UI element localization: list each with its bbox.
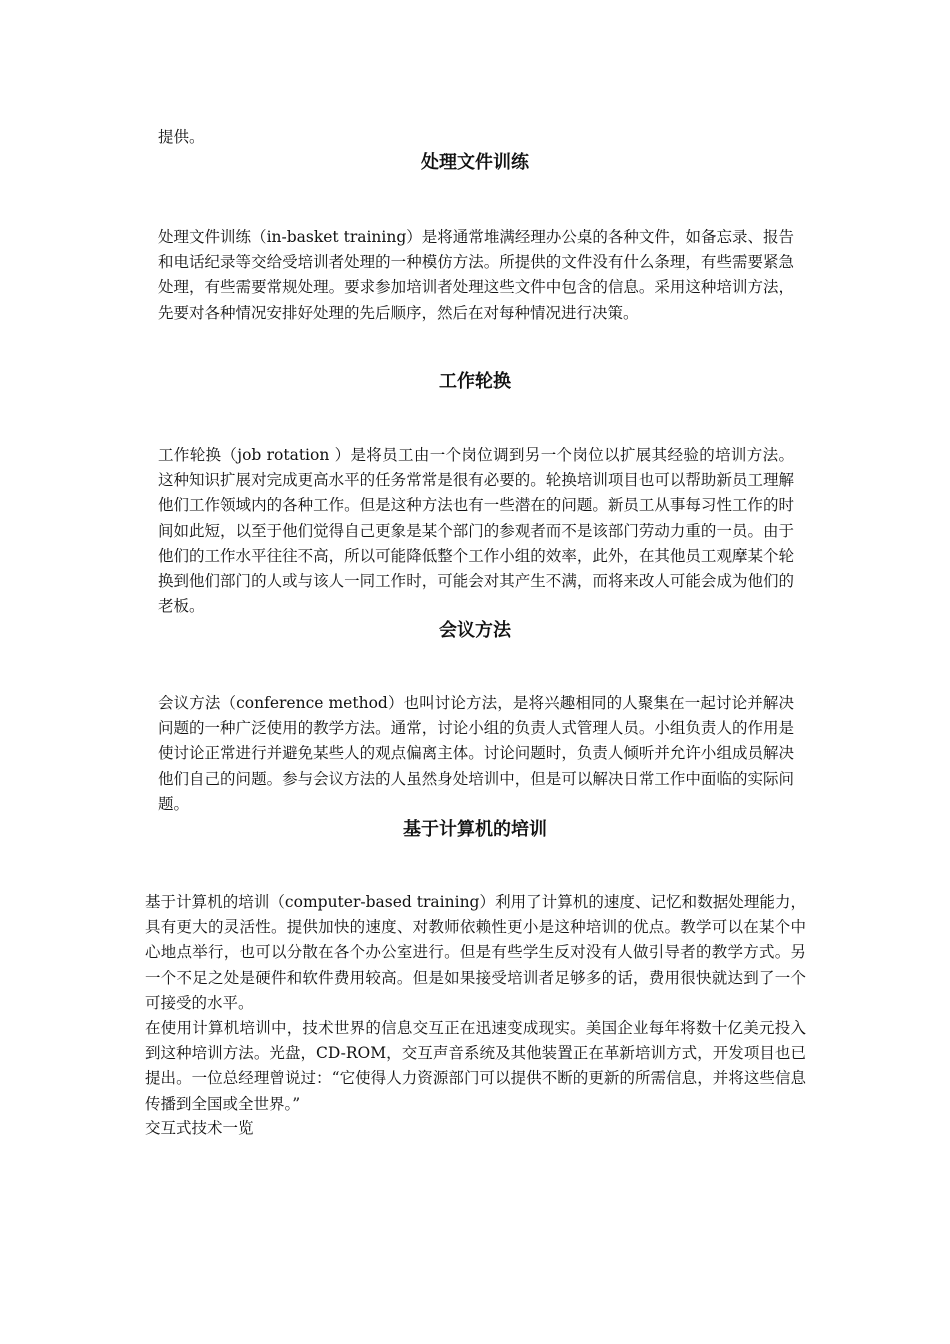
section-paragraph-conference-method: 会议方法（conference method）也叫讨论方法，是将兴趣相同的人聚集在一起讨论并解决问题的一种广泛使用的教学方法。通常，讨论小组的负责人式管理人员。小组负责人的作用是使讨论正常进行并避免某些人的观点偏离主体。讨论问题时，负责人倾听并允许小组成员解决他们自己的问题。参与会议方法的人虽然身处培训中，但是可以解决日常工作中面临的实际问题。 — [158, 694, 794, 813]
extra-paragraph-interactive-technology: 在使用计算机培训中，技术世界的信息交互正在迅速变成现实。美国企业每年将数十亿美元投入到这种培训方法。光盘，CD-ROM，交互声音系统及其他装置正在革新培训方式，开发项目也已提出。一位总经理曾说过：“它使得人力资源部门可以提供不断的更新的所需信息，并将这些信息传播到全国或全世界。” — [145, 1019, 806, 1113]
section-paragraph-in-basket-training: 处理文件训练（in-basket training）是将通常堆满经理办公桌的各种文件，如备忘录、报告和电话纪录等交给受培训者处理的一种模仿方法。所提供的文件没有什么条理，有些需要紧急处理，有些需要常规处理。要求参加培训者处理这些文件中包含的信息。采用这种培训方法，先要对各种情况安排好处理的先后顺序，然后在对每种情况进行决策。 — [158, 228, 794, 322]
closing-line: 交互式技术一览 — [145, 1119, 254, 1137]
section-heading-in-basket-training: 处理文件训练 — [421, 152, 529, 173]
lead-text: 提供。 — [158, 128, 205, 146]
section-paragraph-job-rotation: 工作轮换（job rotation ）是将员工由一个岗位调到另一个岗位以扩展其经验的培训方法。这种知识扩展对完成更高水平的任务常常是很有必要的。轮换培训项目也可以帮助新员工理解他们工作领域内的各种工作。但是这种方法也有一些潜在的问题。新员工从事每习性工作的时间如此短，以至于他们觉得自己更象是某个部门的参观者而不是该部门劳动力重的一员。由于他们的工作水平往往不高，所以可能降低整个工作小组的效率，此外，在其他员工观摩某个轮换到他们部门的人或与该人一同工作时，可能会对其产生不满，而将来改人可能会成为他们的老板。 — [158, 446, 794, 616]
section-paragraph-computer-based-training: 基于计算机的培训（computer-based training）利用了计算机的速度、记忆和数据处理能力，具有更大的灵活性。提供加快的速度、对教师依赖性更小是这种培训的优点。教学可以在某个中心地点举行，也可以分散在各个办公室进行。但是有些学生反对没有人做引导者的教学方式。另一个不足之处是硬件和软件费用较高。但是如果接受培训者足够多的话，费用很快就达到了一个可接受的水平。 — [145, 893, 806, 1012]
section-heading-job-rotation: 工作轮换 — [439, 371, 511, 392]
section-heading-conference-method: 会议方法 — [439, 620, 511, 641]
section-heading-computer-based-training: 基于计算机的培训 — [403, 819, 547, 840]
